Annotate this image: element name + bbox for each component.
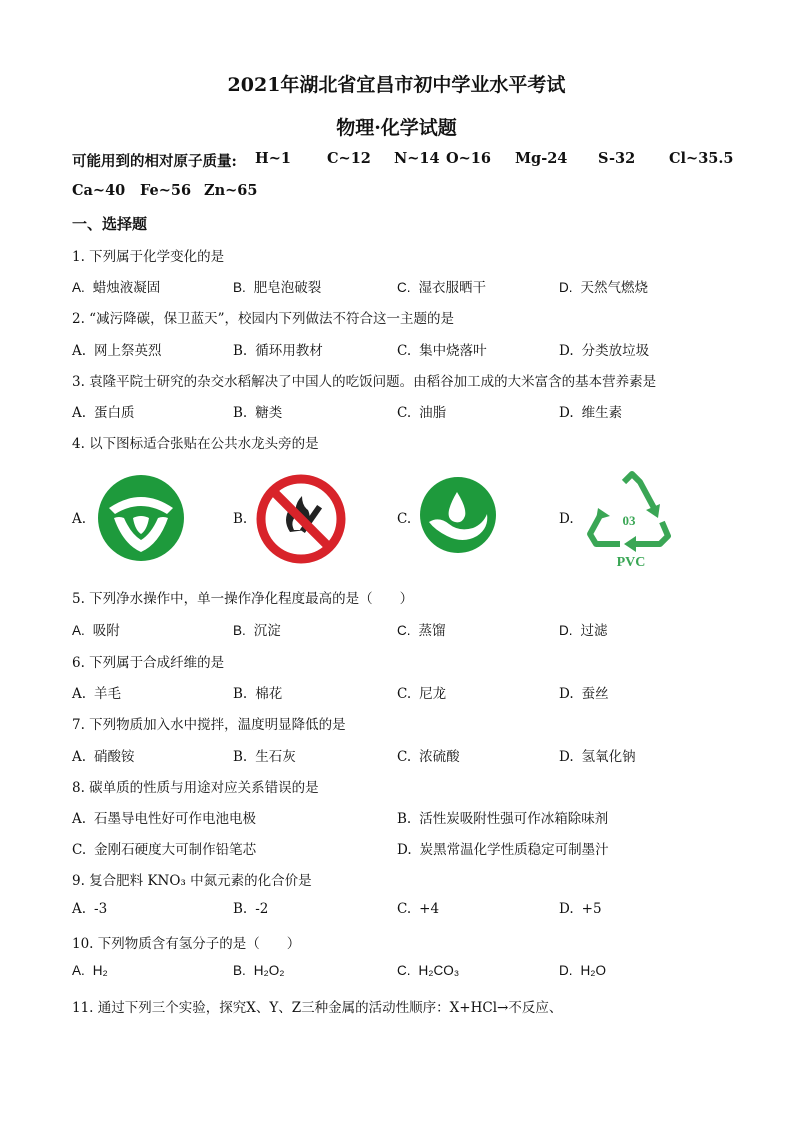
water-drop-icon[interactable]: [419, 476, 497, 554]
q7-option-b[interactable]: B. 生石灰: [233, 749, 296, 765]
q10-option-c[interactable]: C. H₂CO₃: [397, 963, 460, 978]
q5-option-b[interactable]: B. 沉淀: [233, 623, 281, 639]
q2-option-d[interactable]: D. 分类放垃圾: [559, 343, 650, 359]
q7-option-d[interactable]: D. 氢氧化钠: [559, 749, 636, 765]
question-1: 1. 下列属于化学变化的是: [72, 249, 225, 265]
q3-option-d[interactable]: D. 维生素: [559, 405, 623, 421]
q4-option-b-label[interactable]: B.: [233, 511, 248, 527]
question-4: 4. 以下图标适合张贴在公共水龙头旁的是: [72, 436, 319, 452]
mass-fe: Fe~56: [140, 182, 192, 199]
q3-option-c[interactable]: C. 油脂: [397, 405, 447, 421]
q6-option-a[interactable]: A. 羊毛: [72, 686, 122, 702]
question-9: 9. 复合肥料 KNO₃ 中氮元素的化合价是: [72, 873, 312, 889]
q2-option-c[interactable]: C. 集中烧落叶: [397, 343, 487, 359]
mass-ca: Ca~40: [72, 182, 126, 199]
masses-label: 可能用到的相对原子质量:: [72, 153, 237, 170]
question-6: 6. 下列属于合成纤维的是: [72, 655, 225, 671]
q3-option-a[interactable]: A. 蛋白质: [72, 405, 135, 421]
q3-option-b[interactable]: B. 糖类: [233, 405, 283, 421]
q1-option-b[interactable]: B. 肥皂泡破裂: [233, 280, 322, 296]
q5-option-a[interactable]: A. 吸附: [72, 623, 120, 639]
pvc-number: 03: [622, 513, 636, 528]
q9-option-a[interactable]: A. -3: [72, 901, 108, 917]
question-7: 7. 下列物质加入水中搅拌，温度明显降低的是: [72, 717, 346, 733]
q2-option-a[interactable]: A. 网上祭英烈: [72, 343, 162, 359]
mass-s: S-32: [598, 150, 636, 167]
q5-option-c[interactable]: C. 蒸馏: [397, 623, 446, 639]
q10-option-a[interactable]: A. H₂: [72, 963, 108, 978]
q4-option-d-label[interactable]: D.: [559, 511, 574, 527]
question-8: 8. 碳单质的性质与用途对应关系错误的是: [72, 780, 319, 796]
q8-option-d[interactable]: D. 炭黑常温化学性质稳定可制墨汁: [397, 842, 609, 858]
mass-h: H~1: [255, 150, 291, 167]
q9-option-c[interactable]: C. +4: [397, 901, 440, 917]
q6-option-b[interactable]: B. 棉花: [233, 686, 283, 702]
q1-option-c[interactable]: C. 湿衣服晒干: [397, 280, 486, 296]
q10-option-d[interactable]: D. H₂O: [559, 963, 606, 978]
mass-zn: Zn~65: [204, 182, 258, 199]
q4-option-a-label[interactable]: A.: [72, 511, 87, 527]
water-saving-icon[interactable]: [97, 474, 185, 562]
q7-option-c[interactable]: C. 浓硫酸: [397, 749, 460, 765]
mass-o: O~16: [446, 150, 491, 167]
mass-n: N~14: [394, 150, 440, 167]
mass-c: C~12: [327, 150, 371, 167]
q1-option-d[interactable]: D. 天然气燃烧: [559, 280, 648, 296]
q9-option-b[interactable]: B. -2: [233, 901, 269, 917]
question-10: 10. 下列物质含有氢分子的是（ ）: [72, 936, 301, 952]
question-11: 11. 通过下列三个实验，探究X、Y、Z三种金属的活动性顺序：X+HCl→不反应、: [72, 1000, 563, 1016]
question-5: 5. 下列净水操作中，单一操作净化程度最高的是（ ）: [72, 591, 414, 607]
pvc-recycle-icon[interactable]: [584, 470, 680, 570]
mass-mg: Mg-24: [515, 150, 568, 167]
q6-option-d[interactable]: D. 蚕丝: [559, 686, 609, 702]
q6-option-c[interactable]: C. 尼龙: [397, 686, 447, 702]
question-2: 2. “减污降碳，保卫蓝天”，校园内下列做法不符合这一主题的是: [72, 311, 454, 327]
page-title: 2021年湖北省宜昌市初中学业水平考试: [227, 74, 566, 96]
q1-option-a[interactable]: A. 蜡烛液凝固: [72, 280, 161, 296]
q9-option-d[interactable]: D. +5: [559, 901, 602, 917]
pvc-label: PVC: [616, 555, 646, 570]
q10-option-b[interactable]: B. H₂O₂: [233, 963, 285, 978]
q8-option-c[interactable]: C. 金刚石硬度大可制作铅笔芯: [72, 842, 257, 858]
q8-option-a[interactable]: A. 石墨导电性好可作电池电极: [72, 811, 257, 827]
q2-option-b[interactable]: B. 循环用教材: [233, 343, 323, 359]
q5-option-d[interactable]: D. 过滤: [559, 623, 608, 639]
q7-option-a[interactable]: A. 硝酸铵: [72, 749, 135, 765]
no-fire-icon[interactable]: [256, 474, 346, 564]
q4-option-c-label[interactable]: C.: [397, 511, 412, 527]
q8-option-b[interactable]: B. 活性炭吸附性强可作冰箱除味剂: [397, 811, 609, 827]
page-subtitle: 物理·化学试题: [336, 117, 457, 139]
mass-cl: Cl~35.5: [669, 150, 734, 167]
section-heading: 一、选择题: [72, 215, 148, 233]
question-3: 3. 袁隆平院士研究的杂交水稻解决了中国人的吃饭问题。由稻谷加工成的大米富含的基本营养素是: [72, 374, 657, 390]
